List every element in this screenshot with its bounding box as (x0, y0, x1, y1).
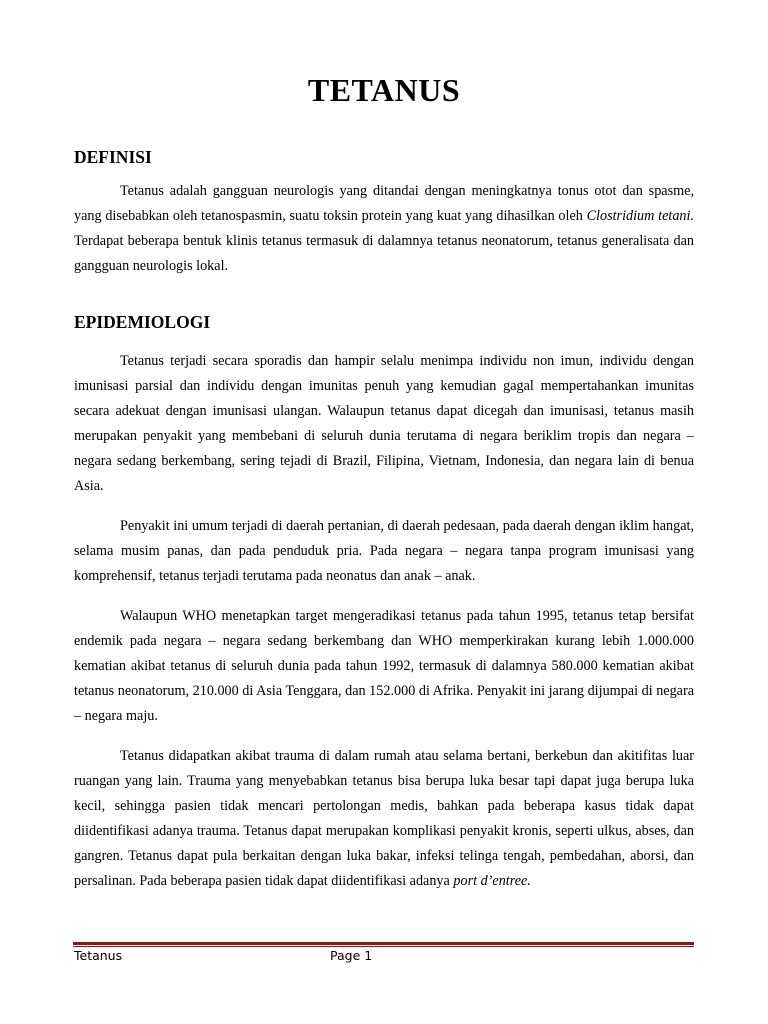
definisi-italic-term: Clostridium tetani. (586, 208, 694, 224)
footer-rule-thick (73, 942, 694, 945)
epidemiologi-paragraph-1: Tetanus terjadi secara sporadis dan hampir selalu menimpa individu non imun, individu dengan imunisasi parsial dan individu dengan imunitas penuh yang kemudian gagal mempertahankan imunitas secara adekuat dengan imunisasi ulangan. Walaupun tetanus dapat dicegah dan imunisasi, tetanus masih merupakan penyakit yang membebani di seluruh dunia terutama di negara beriklim tropis dan negara – negara sedang berkembang, sering tejadi di Brazil, Filipina, Vietnam, Indonesia, dan negara lain di benua Asia. (74, 353, 694, 494)
footer-doc-title: Tetanus (74, 948, 123, 963)
section-heading-definisi: DEFINISI (74, 147, 152, 167)
footer-page-number: Page 1 (330, 948, 373, 963)
epidemiologi-p4-text: Tetanus didapatkan akibat trauma di dalam rumah atau selama bertani, berkebun dan akitifitas luar ruangan yang lain. Trauma yang menyebabkan tetanus bisa berupa luka besar tapi dapat juga berupa luka kecil, sehingga pasien tidak mencari pertolongan medis, bahkan pada beberapa kasus tidak dapat diidentifikasi adanya trauma. Tetanus dapat merupakan komplikasi penyakit kronis, seperti ulkus, abses, dan gangren. Tetanus dapat pula berkaitan dengan luka bakar, infeksi telinga tengah, pembedahan, aborsi, dan persalinan. Pada beberapa pasien tidak dapat diidentifikasi adanya (74, 748, 694, 889)
section-heading-epidemiologi: EPIDEMIOLOGI (74, 312, 211, 332)
document-body (74, 68, 694, 894)
definisi-text-part-2: Terdapat beberapa bentuk klinis tetanus termasuk di dalamnya tetanus neonatorum, tetanus generalisata dan gangguan neurologis lokal. (74, 233, 694, 274)
epidemiologi-paragraph-2: Penyakit ini umum terjadi di daerah pertanian, di daerah pedesaan, pada daerah dengan iklim hangat, selama musim panas, dan pada penduduk pria. Pada negara – negara tanpa program imunisasi yang komprehensif, tetanus terjadi terutama pada neonatus dan anak – anak. (74, 518, 694, 584)
footer-rule-thin (73, 946, 694, 947)
definisi-text-part-1: Tetanus adalah gangguan neurologis yang ditandai dengan meningkatnya tonus otot dan spasme, yang disebabkan oleh tetanospasmin, suatu toksin protein yang kuat yang dihasilkan oleh (74, 183, 694, 224)
epidemiologi-paragraph-3: Walaupun WHO menetapkan target mengeradikasi tetanus pada tahun 1995, tetanus tetap bersifat endemik pada negara – negara sedang berkembang dan WHO memperkirakan kurang lebih 1.000.000 kematian akibat tetanus di seluruh dunia pada tahun 1992, termasuk di dalamnya 580.000 kematian akibat tetanus neonatorum, 210.000 di Asia Tenggara, dan 152.000 di Afrika. Penyakit ini jarang dijumpai di negara – negara maju. (74, 608, 694, 724)
definisi-paragraph (74, 179, 694, 279)
epidemiologi-paragraph-4 (74, 744, 694, 894)
epidemiologi-p4-italic-term: port d’entree. (453, 873, 531, 889)
document-title: TETANUS (307, 72, 461, 108)
